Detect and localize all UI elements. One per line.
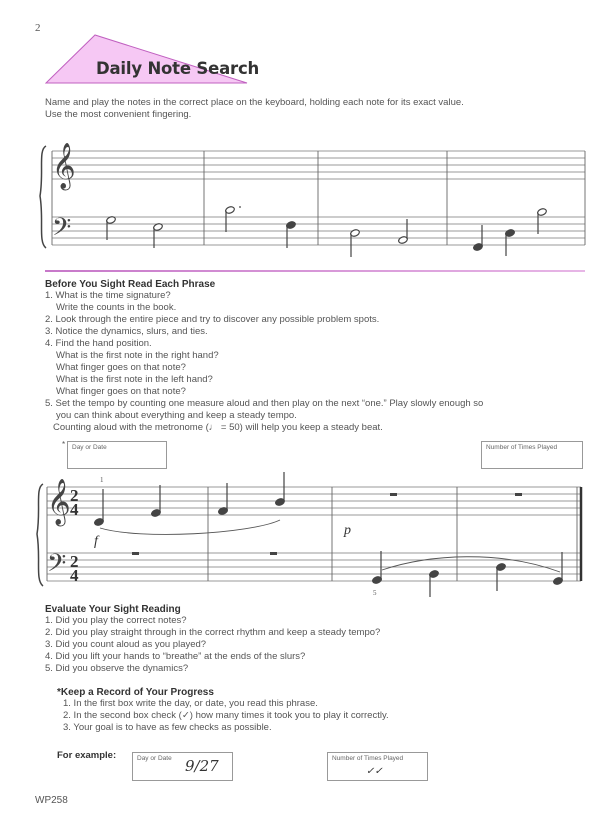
example-times-box bbox=[327, 752, 428, 781]
half-rest bbox=[270, 552, 277, 555]
before-list bbox=[45, 290, 483, 434]
example-label: For example: bbox=[57, 750, 117, 761]
list-item: 5. Did you observe the dynamics? bbox=[45, 663, 189, 674]
bass-clef-icon: 𝄢 bbox=[47, 550, 67, 583]
example-times-label: Number of Times Played bbox=[332, 755, 404, 762]
time-signature-bass-bottom: 4 bbox=[70, 566, 79, 585]
list-item: 2. Look through the entire piece and try to discover any possible problem spots. bbox=[45, 314, 380, 325]
intro-line: Name and play the notes in the correct place on the keyboard, holding each note for its exact value. bbox=[45, 97, 464, 108]
finger-number: 5 bbox=[373, 589, 377, 597]
slur bbox=[100, 520, 280, 534]
list-item: 2. In the second box check (✓) how many times it took you to play it correctly. bbox=[63, 710, 389, 721]
list-item: 5. Set the tempo by counting one measure aloud and then play on the next “one.” Play slowly enough so bbox=[45, 398, 484, 409]
intro-text bbox=[45, 97, 585, 121]
brace-icon bbox=[40, 146, 46, 248]
asterisk: * bbox=[62, 440, 66, 449]
treble-clef-icon: 𝄞 bbox=[52, 143, 76, 188]
list-item: 4. Find the hand position. bbox=[45, 338, 152, 349]
list-item: 2. Did you play straight through in the correct rhythm and keep a steady tempo? bbox=[45, 627, 381, 638]
section-divider bbox=[45, 270, 585, 272]
half-rest bbox=[132, 552, 139, 555]
list-item: What finger goes on that note? bbox=[56, 362, 186, 373]
time-signature-treble-bottom: 4 bbox=[70, 500, 79, 519]
example-day-box bbox=[132, 752, 233, 781]
list-item: What is the first note in the right hand? bbox=[56, 350, 219, 361]
progress-list bbox=[57, 698, 389, 734]
brace-icon bbox=[37, 484, 43, 586]
list-item: 3. Your goal is to have as few checks as possible. bbox=[63, 722, 272, 733]
before-heading: Before You Sight Read Each Phrase bbox=[45, 279, 216, 290]
treble-staff bbox=[52, 151, 585, 179]
list-item: What finger goes on that note? bbox=[56, 386, 186, 397]
time-signature-treble-top: 2 bbox=[70, 486, 79, 505]
list-item: 1. In the first box write the day, or date, you read this phrase. bbox=[63, 698, 318, 709]
list-item: Counting aloud with the metronome (♩ = 50) will help you keep a steady beat. bbox=[53, 422, 383, 433]
list-item: 3. Did you count aloud as you played? bbox=[45, 639, 207, 650]
progress-section bbox=[57, 687, 389, 734]
bass-clef-icon: 𝄢 bbox=[52, 214, 72, 247]
example-times-value: ✓✓ bbox=[366, 766, 383, 777]
intro-line: Use the most convenient fingering. bbox=[45, 109, 192, 120]
list-item: 3. Notice the dynamics, slurs, and ties. bbox=[45, 326, 208, 337]
page-number: 2 bbox=[35, 22, 41, 34]
music-system-2 bbox=[30, 472, 590, 602]
example-day-value: 9/27 bbox=[185, 757, 219, 775]
list-item: 4. Did you lift your hands to “breathe” at the ends of the slurs? bbox=[45, 651, 306, 662]
dynamic-forte: f bbox=[94, 534, 98, 549]
treble-staff bbox=[47, 487, 581, 515]
evaluate-section bbox=[45, 604, 380, 675]
page-title: Daily Note Search bbox=[96, 59, 260, 78]
time-signature-bass-top: 2 bbox=[70, 552, 79, 571]
half-rest bbox=[515, 493, 522, 496]
example-day-label: Day or Date bbox=[137, 755, 172, 762]
rests bbox=[132, 493, 522, 555]
footer-code: WP258 bbox=[35, 795, 68, 806]
bass-staff bbox=[52, 217, 585, 245]
treble-clef-icon: 𝄞 bbox=[47, 479, 71, 524]
half-rest bbox=[390, 493, 397, 496]
list-item: 1. What is the time signature? bbox=[45, 290, 171, 301]
progress-heading: *Keep a Record of Your Progress bbox=[57, 687, 214, 698]
times-played-label: Number of Times Played bbox=[486, 444, 558, 451]
evaluate-list bbox=[45, 615, 380, 675]
slur bbox=[382, 557, 560, 572]
day-or-date-box[interactable] bbox=[67, 441, 167, 469]
dynamic-piano: p bbox=[344, 523, 351, 538]
finger-number: 1 bbox=[100, 476, 104, 484]
evaluate-heading: Evaluate Your Sight Reading bbox=[45, 604, 181, 615]
times-played-box[interactable] bbox=[481, 441, 583, 469]
list-item: you can think about everything and keep a steady tempo. bbox=[56, 410, 297, 421]
list-item: Write the counts in the book. bbox=[56, 302, 177, 313]
music-system-1 bbox=[30, 132, 590, 262]
list-item: 1. Did you play the correct notes? bbox=[45, 615, 187, 626]
list-item: What is the first note in the left hand? bbox=[56, 374, 213, 385]
before-section bbox=[45, 279, 483, 434]
day-or-date-label: Day or Date bbox=[72, 444, 107, 451]
